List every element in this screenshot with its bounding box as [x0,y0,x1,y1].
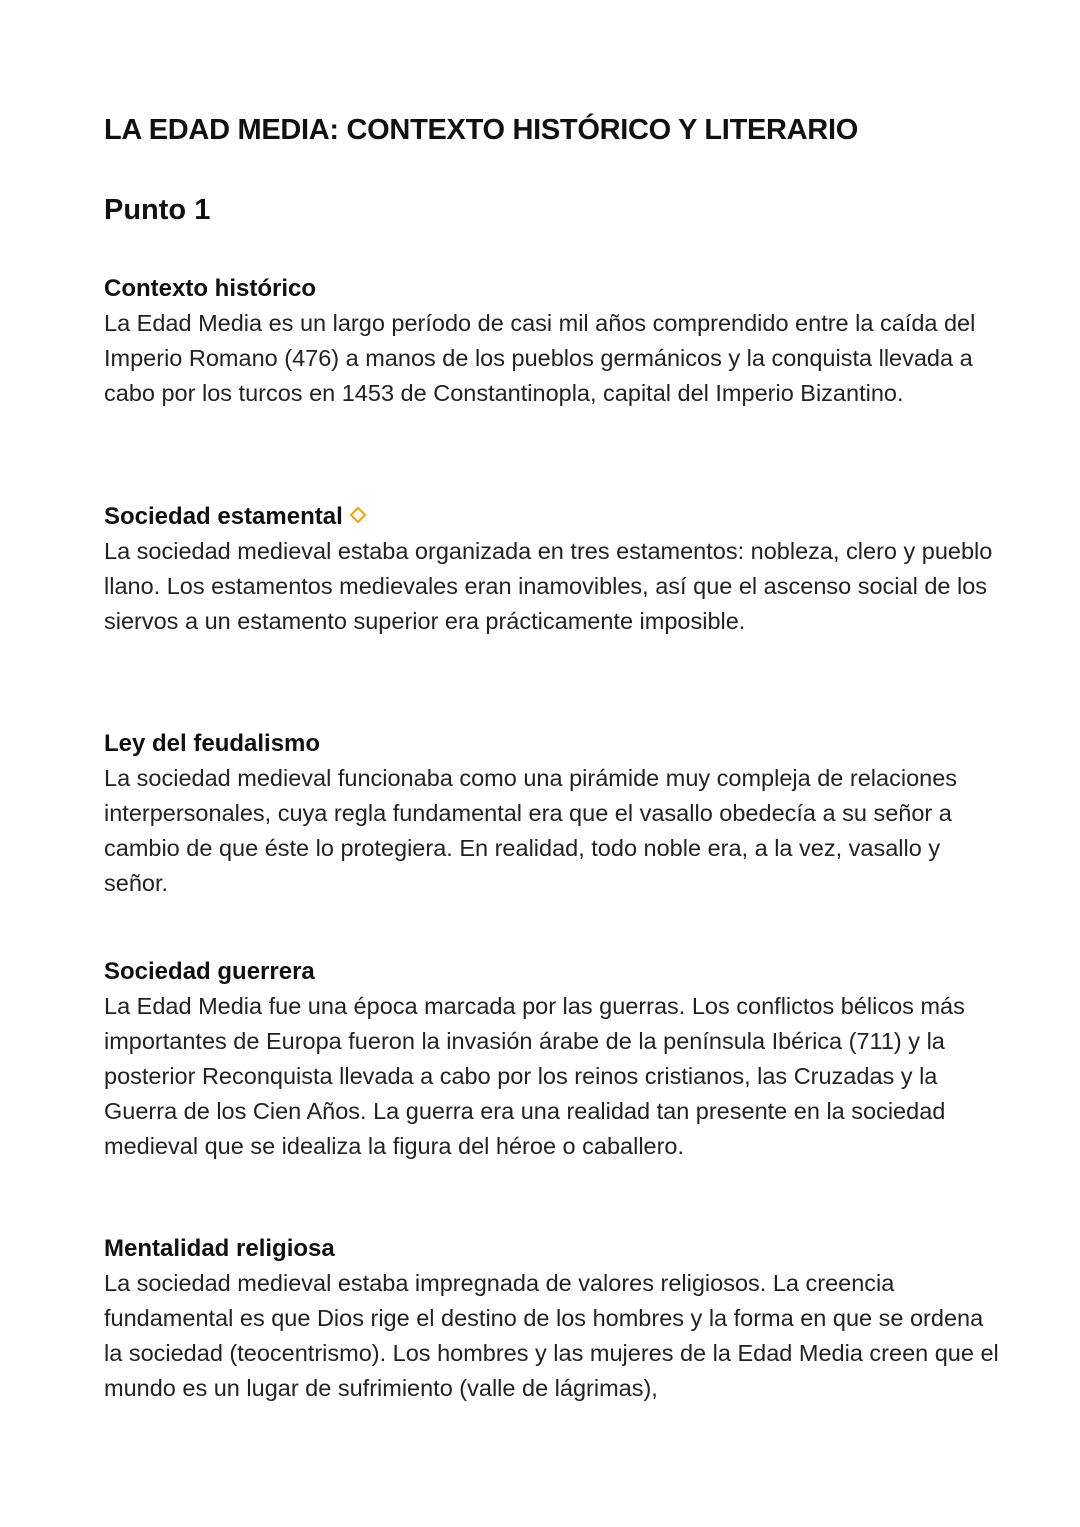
section-body: La Edad Media fue una época marcada por las guerras. Los conflictos bélicos más importantes de Europa fueron la invasión árabe de la península Ibérica (711) y la posterior Reconquista llevada a cabo por los reinos cristianos, las Cruzadas y la Guerra de los Cien Años. La guerra era una realidad tan presente en la sociedad medieval que se idealiza la figura del héroe o caballero. [104,993,965,1159]
section-sociedad-estamental [104,500,1004,639]
section-body: La sociedad medieval estaba organizada en tres estamentos: nobleza, clero y pueblo llano. Los estamentos medievales eran inamovibles, así que el ascenso social de los siervos a un estamento superior era prácticamente imposible. [104,538,993,634]
section-heading: Contexto histórico [104,275,317,302]
section-body: La sociedad medieval funcionaba como una pirámide muy compleja de relaciones interpersonales, cuya regla fundamental era que el vasallo obedecía a su señor a cambio de que éste lo protegiera. En realidad, todo noble era, a la vez, vasallo y señor. [104,765,958,896]
section-body: La Edad Media es un largo período de casi mil años comprendido entre la caída del Imperio Romano (476) a manos de los pueblos germánicos y la conquista llevada a cabo por los turcos en 1453 de Constantinopla, capital del Imperio Bizantino. [104,310,976,406]
section-heading-row [104,500,1004,534]
section-ley-feudalismo [104,727,1004,901]
section-heading: Sociedad guerrera [104,958,315,985]
diamond-icon [349,507,366,524]
section-contexto-historico [104,272,1004,411]
section-heading: Sociedad estamental [104,503,343,530]
section-heading: Ley del feudalismo [104,730,321,757]
page-title: LA EDAD MEDIA: CONTEXTO HISTÓRICO Y LITERARIO [104,114,858,146]
section-body: La sociedad medieval estaba impregnada de valores religiosos. La creencia fundamental es que Dios rige el destino de los hombres y la forma en que se ordena la sociedad (teocentrismo). Los hombres y las mujeres de la Edad Media creen que el mundo es un lugar de sufrimiento (valle de lágrimas), [104,1270,999,1401]
section-mentalidad-religiosa [104,1232,1004,1406]
point-heading: Punto 1 [104,194,211,226]
section-heading: Mentalidad religiosa [104,1235,335,1262]
section-sociedad-guerrera [104,955,1004,1164]
